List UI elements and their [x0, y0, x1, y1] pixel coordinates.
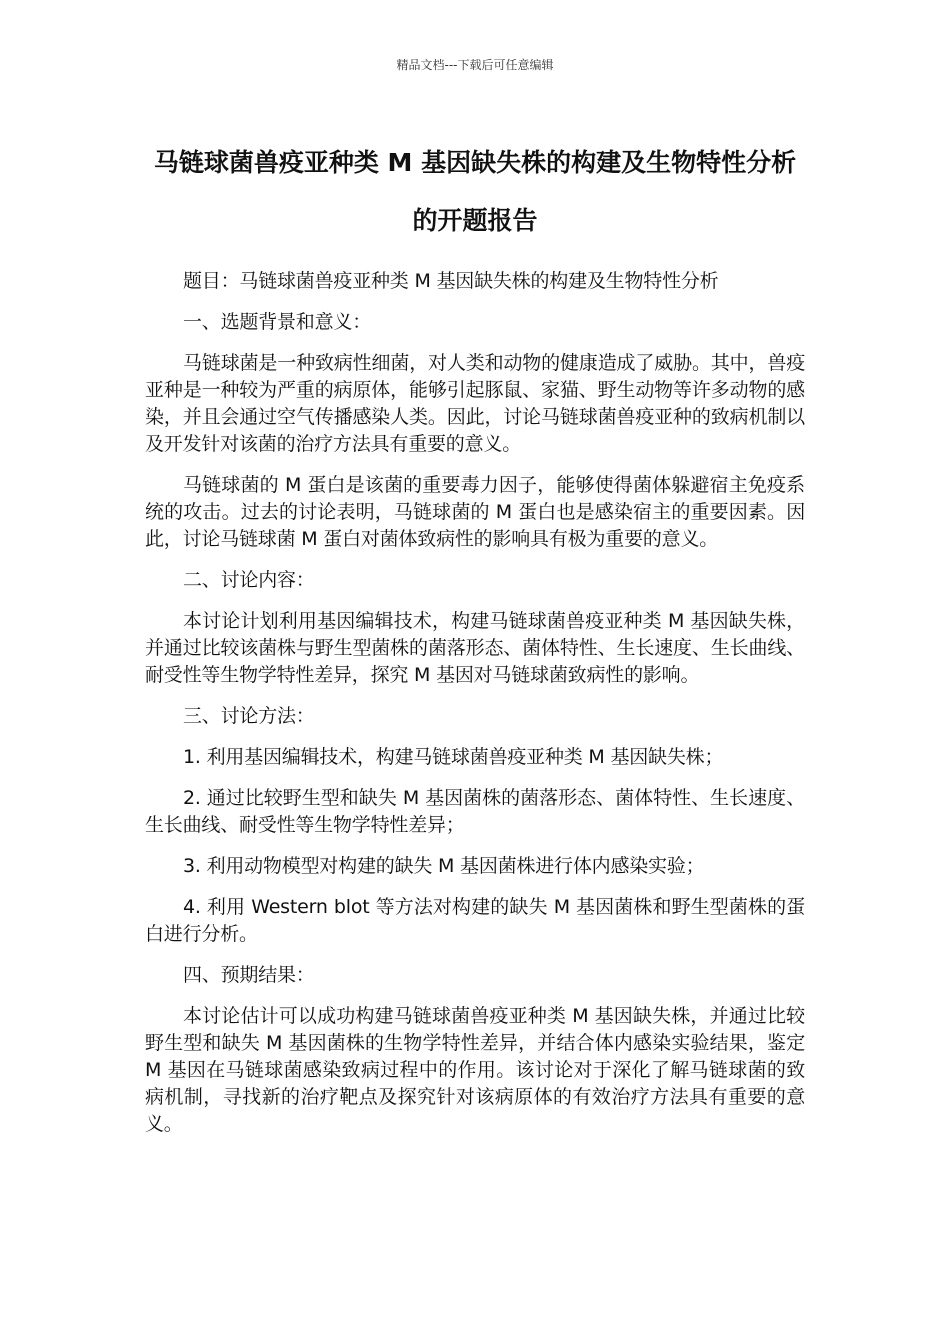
content-paragraph: 本讨论计划利用基因编辑技术，构建马链球菌兽疫亚种类 M 基因缺失株，并通过比较该菌株与野生型菌株的菌落形态、菌体特性、生长速度、生长曲线、耐受性等生物学特性差异，探究 M 基因对马链球菌致病性的影响。	[145, 610, 805, 686]
document-body	[145, 268, 805, 1152]
background-paragraph-2: 马链球菌的 M 蛋白是该菌的重要毒力因子，能够使得菌体躲避宿主免疫系统的攻击。过去的讨论表明，马链球菌的 M 蛋白也是感染宿主的重要因素。因此，讨论马链球菌 M 蛋白对菌体致病性的影响具有极为重要的意义。	[145, 474, 805, 550]
section-heading-results: 四、预期结果：	[183, 964, 315, 986]
section-heading-methods: 三、讨论方法：	[183, 705, 315, 727]
section-heading-content: 二、讨论内容：	[183, 569, 315, 591]
document-title: 马链球菌兽疫亚种类 M 基因缺失株的构建及生物特性分析的开题报告	[153, 148, 797, 235]
method-item-2: 2. 通过比较野生型和缺失 M 基因菌株的菌落形态、菌体特性、生长速度、生长曲线、耐受性等生物学特性差异；	[145, 787, 805, 836]
method-item-1: 1. 利用基因编辑技术，构建马链球菌兽疫亚种类 M 基因缺失株；	[183, 746, 724, 768]
method-item-4: 4. 利用 Western blot 等方法对构建的缺失 M 基因菌株和野生型菌株的蛋白进行分析。	[145, 896, 805, 945]
section-heading-background: 一、选题背景和意义：	[183, 311, 372, 333]
background-paragraph-1: 马链球菌是一种致病性细菌，对人类和动物的健康造成了威胁。其中，兽疫亚种是一种较为严重的病原体，能够引起豚鼠、家猫、野生动物等许多动物的感染，并且会通过空气传播感染人类。因此，讨论马链球菌兽疫亚种的致病机制以及开发针对该菌的治疗方法具有重要的意义。	[145, 352, 805, 455]
results-paragraph: 本讨论估计可以成功构建马链球菌兽疫亚种类 M 基因缺失株，并通过比较野生型和缺失 M 基因菌株的生物学特性差异，并结合体内感染实验结果，鉴定 M 基因在马链球菌感染致病过程中的作用。该讨论对于深化了解马链球菌的致病机制，寻找新的治疗靶点及探究针对该病原体的有效治疗方法具有重要的意义。	[145, 1005, 805, 1135]
method-item-3: 3. 利用动物模型对构建的缺失 M 基因菌株进行体内感染实验；	[183, 855, 705, 877]
header-note: 精品文档---下载后可任意编辑	[396, 58, 554, 72]
topic-line: 题目：马链球菌兽疫亚种类 M 基因缺失株的构建及生物特性分析	[183, 270, 719, 292]
